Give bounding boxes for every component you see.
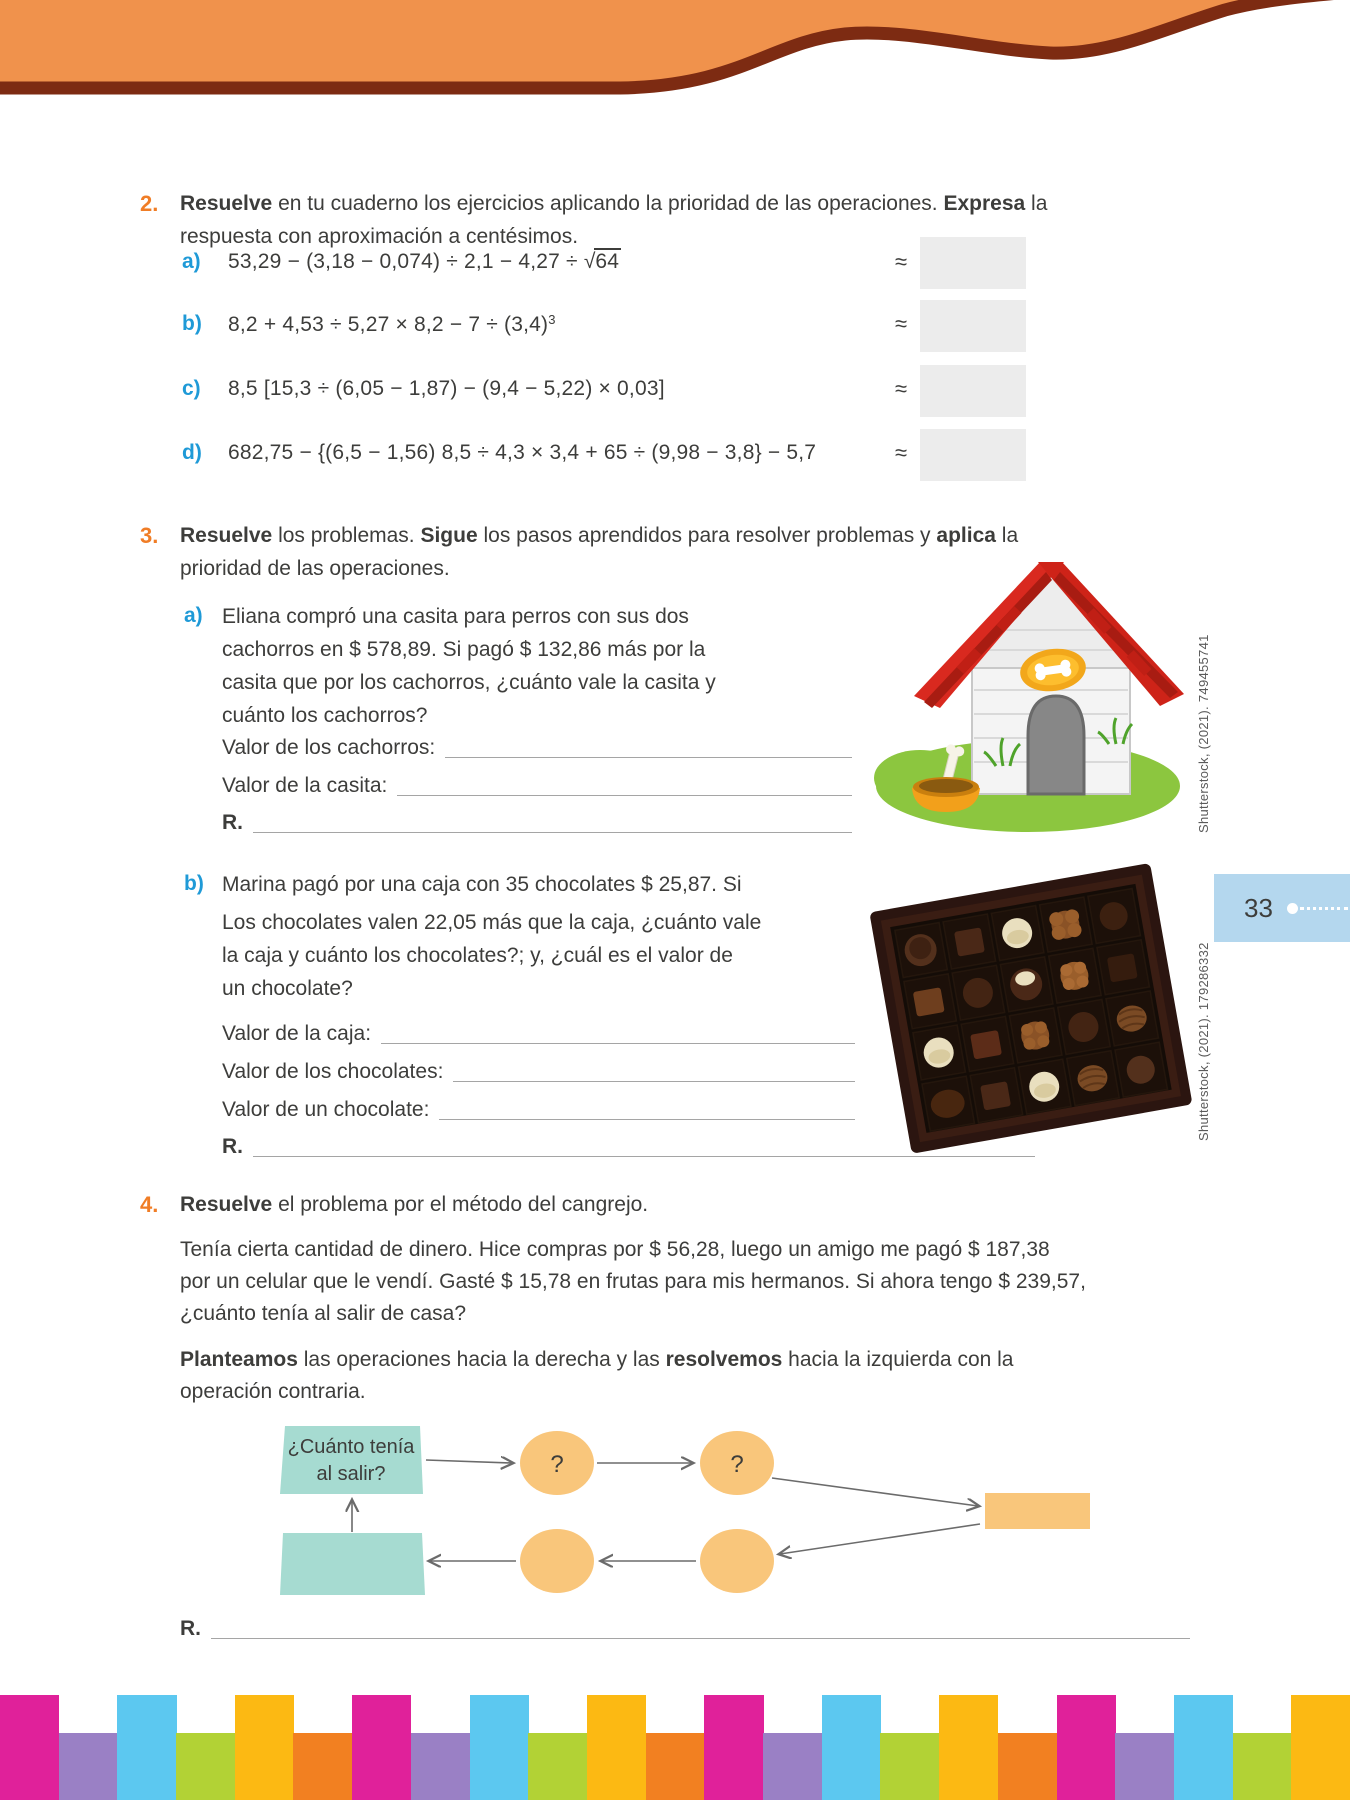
field-respuesta-a: R. — [222, 810, 852, 836]
blank-line — [445, 756, 852, 758]
crab-method-diagram — [250, 1412, 1150, 1607]
expression-d: 682,75 − {(6,5 − 1,56) 8,5 ÷ 4,3 × 3,4 + 65 ÷ (9,98 − 3,8} − 5,7 — [228, 441, 817, 464]
field-valor-cachorros: Valor de los cachorros: — [222, 735, 852, 761]
exercise-3-heading-line2: prioridad de las operaciones. — [180, 557, 450, 580]
dog-house-illustration — [868, 538, 1200, 838]
footer-bar — [1233, 1733, 1292, 1800]
footer-bar — [939, 1695, 998, 1800]
footer-bar — [293, 1733, 352, 1800]
empty-circle-2 — [520, 1529, 594, 1593]
empty-circle-1 — [700, 1529, 774, 1593]
blank-line — [453, 1080, 855, 1082]
footer-bar — [59, 1733, 118, 1800]
problem-b-label: b) — [184, 872, 204, 895]
blank-line — [397, 794, 852, 796]
answer-box-b — [920, 300, 1026, 352]
footer-bar — [235, 1695, 294, 1800]
field-valor-casita: Valor de la casita: — [222, 773, 852, 799]
item-a-label: a) — [182, 250, 201, 273]
exercise-4-para-line1: Tenía cierta cantidad de dinero. Hice compras por $ 56,28, luego un amigo me pagó $ 187,38 — [180, 1238, 1050, 1261]
footer-bar — [1057, 1695, 1116, 1800]
footer-bar — [763, 1733, 822, 1800]
field-valor-un-chocolate: Valor de un chocolate: — [222, 1097, 855, 1123]
footer-bar — [704, 1695, 763, 1800]
problem-a-label: a) — [184, 604, 203, 627]
heading-bold: Resuelve — [180, 192, 273, 215]
blank-line — [381, 1042, 855, 1044]
footer-bar — [880, 1733, 939, 1800]
exercise-2-heading-line1: Resuelve en tu cuaderno los ejercicios aplicando la prioridad de las operaciones. Expresa la — [180, 192, 1048, 215]
expression-b: $8,2 + 4,53 \div 5,27 \times 8,2 - 7 \div (3,4)^3$ — [228, 312, 556, 336]
photo-credit-chocolates: Shutterstock, (2021). 179286332 — [1196, 942, 1211, 1141]
exponent: 3 — [548, 312, 556, 327]
exercise-4-para-line3: ¿cuánto tenía al salir de casa? — [180, 1302, 467, 1325]
start-label-line1: ¿Cuánto tenía — [287, 1436, 415, 1458]
answer-box-a — [920, 237, 1026, 289]
footer-bar — [998, 1733, 1057, 1800]
footer-bar — [470, 1695, 529, 1800]
question-mark: ? — [730, 1451, 744, 1478]
footer-bar — [411, 1733, 470, 1800]
dotted-line — [1300, 905, 1348, 910]
problem-a-line3: casita que por los cachorros, ¿cuánto vale la casita y — [222, 671, 716, 694]
approx-sign-a: ≈ — [895, 249, 908, 274]
field-respuesta-4: R. — [180, 1616, 1190, 1642]
answer-trapezoid — [280, 1533, 425, 1595]
footer-bar — [1115, 1733, 1174, 1800]
footer-bar — [587, 1695, 646, 1800]
problem-a-line2: cachorros en $ 578,89. Si pagó $ 132,86 más por la — [222, 638, 706, 661]
blank-line — [439, 1118, 855, 1120]
footer-bar — [822, 1695, 881, 1800]
answer-box-c — [920, 365, 1026, 417]
item-d-label: d) — [182, 441, 202, 464]
heading-bold: Expresa — [943, 192, 1026, 215]
footer-bar — [352, 1695, 411, 1800]
blank-line — [253, 831, 852, 833]
footer-bar — [176, 1733, 235, 1800]
field-valor-caja: Valor de la caja: — [222, 1021, 855, 1047]
footer-bar — [1291, 1695, 1350, 1800]
photo-credit-dog-house: Shutterstock, (2021). 749455741 — [1196, 634, 1211, 833]
radical-sign: √ — [583, 250, 595, 273]
field-valor-chocolates: Valor de los chocolates: — [222, 1059, 855, 1085]
footer-bar — [0, 1695, 59, 1800]
expression-a: 53,29 − (3,18 − 0,074) ÷ 2,1 − 4,27 ÷ √64 — [228, 250, 620, 273]
banner-orange-shape — [0, 0, 1350, 88]
doorway — [1028, 696, 1084, 794]
result-rectangle — [985, 1493, 1090, 1529]
page-number: 33 — [1244, 892, 1273, 923]
exercise-4-para-line2: por un celular que le vendí. Gasté $ 15,78 en frutas para mis hermanos. Si ahora tengo $ 239,57, — [180, 1270, 1086, 1293]
exercise-3-heading-line1: Resuelve los problemas. Sigue los pasos aprendidos para resolver problemas y aplica la — [180, 524, 1019, 547]
question-mark: ? — [550, 1451, 564, 1478]
footer-bar — [117, 1695, 176, 1800]
approx-sign-c: ≈ — [895, 376, 908, 401]
top-banner — [0, 0, 1350, 110]
item-b-label: b) — [182, 312, 202, 335]
problem-b-line2: Los chocolates valen 22,05 más que la caja, ¿cuánto vale — [222, 911, 762, 934]
page-number-badge — [1214, 874, 1350, 942]
exercise-4-para2-line1: Planteamos las operaciones hacia la derecha y las resolvemos hacia la izquierda con la — [180, 1348, 1014, 1371]
chocolate-box — [869, 863, 1192, 1154]
problem-b-line3: la caja y cuánto los chocolates?; y, ¿cuál es el valor de — [222, 944, 733, 967]
exercise-4-number: 4. — [140, 1192, 159, 1217]
exercise-4-para2-line2: operación contraria. — [180, 1380, 366, 1403]
exercise-3-number: 3. — [140, 523, 159, 548]
expression-c: 8,5 [15,3 ÷ (6,05 − 1,87) − (9,4 − 5,22) × 0,03] — [228, 377, 665, 400]
chocolate-box-photo — [858, 846, 1202, 1168]
footer-bar — [528, 1733, 587, 1800]
exercise-2-number: 2. — [140, 191, 159, 216]
problem-b-line1: Marina pagó por una caja con 35 chocolates $ 25,87. Si — [222, 873, 742, 896]
footer-bar — [646, 1733, 705, 1800]
problem-b-line4: un chocolate? — [222, 977, 353, 1000]
footer-bar — [1174, 1695, 1233, 1800]
answer-box-d — [920, 429, 1026, 481]
footer-bars — [0, 1695, 1350, 1800]
dot-icon — [1287, 903, 1298, 914]
item-c-label: c) — [182, 377, 201, 400]
exercise-4-heading: Resuelve el problema por el método del cangrejo. — [180, 1193, 649, 1216]
problem-a-line1: Eliana compró una casita para perros con sus dos — [222, 605, 689, 628]
start-label-line2: al salir? — [316, 1463, 386, 1485]
field-respuesta-b: R. — [222, 1134, 1035, 1160]
problem-a-line4: cuánto los cachorros? — [222, 704, 428, 727]
approx-sign-d: ≈ — [895, 440, 908, 465]
exercise-2-heading-line2: respuesta con aproximación a centésimos. — [180, 225, 579, 248]
diagram-arrows — [352, 1460, 980, 1561]
approx-sign-b: ≈ — [895, 311, 908, 336]
blank-line — [211, 1637, 1190, 1639]
